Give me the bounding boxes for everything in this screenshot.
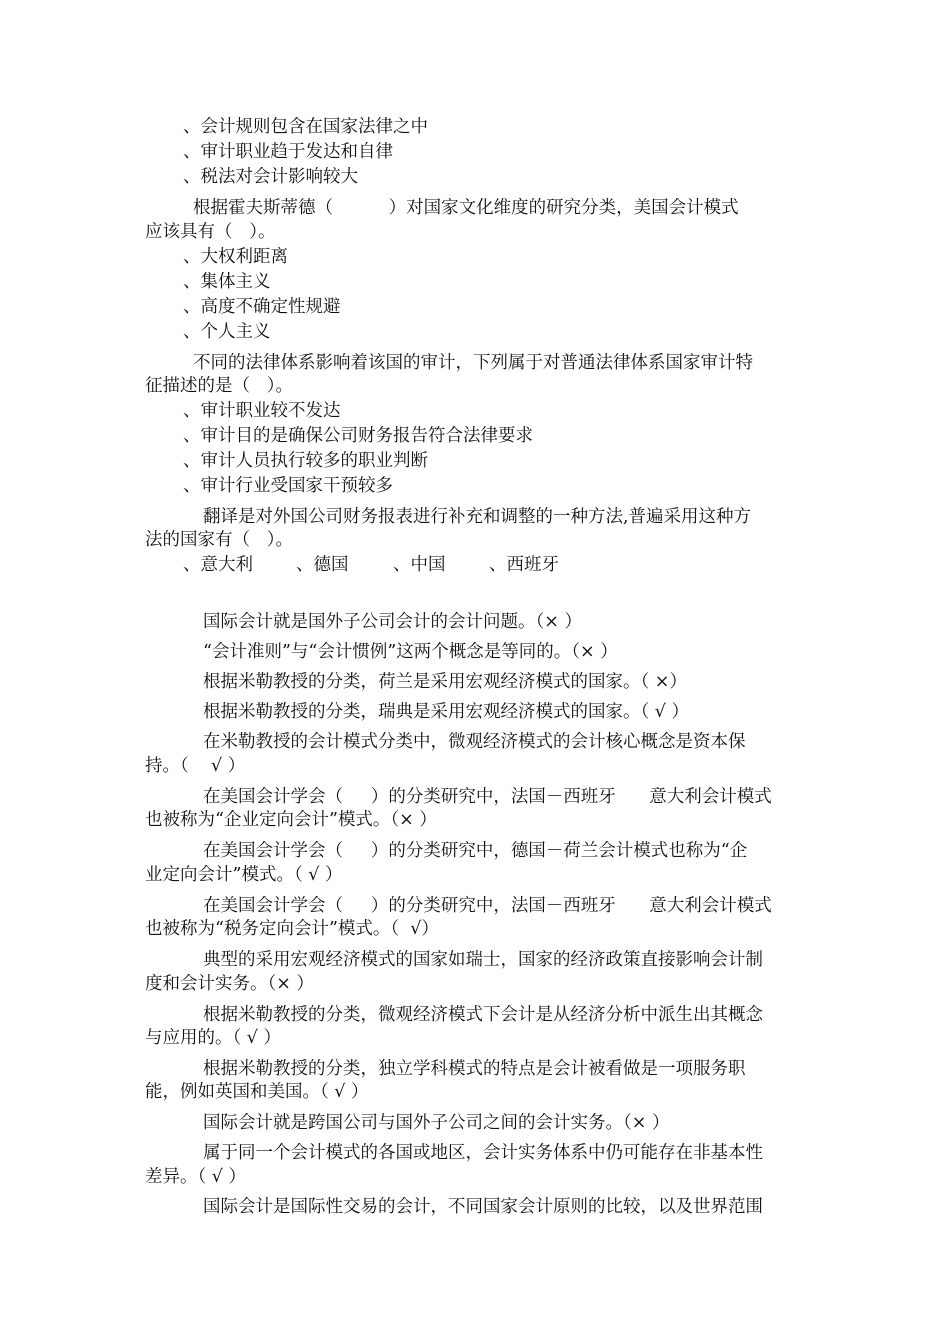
option-line: 、审计行业受国家干预较多 (183, 476, 393, 496)
judgement-line: 也被称为“税务定向会计”模式。（ √） (145, 919, 439, 939)
question-line: 征描述的是（ ）。 (145, 376, 293, 396)
option-line: 、税法对会计影响较大 (183, 167, 358, 187)
option-line: 、审计人员执行较多的职业判断 (183, 451, 428, 471)
option-line: 、西班牙 (489, 555, 559, 575)
judgement-line: 国际会计就是国外子公司会计的会计问题。（× ） (203, 612, 582, 632)
judgement-line: 国际会计就是跨国公司与国外子公司之间的会计实务。（× ） (203, 1113, 670, 1133)
question-line: 翻译是对外国公司财务报表进行补充和调整的一种方法,普遍采用这种方 (203, 507, 752, 527)
judgement-line: 在美国会计学会（ ）的分类研究中，法国－西班牙 意大利会计模式 (203, 787, 772, 807)
option-line: 、大权利距离 (183, 247, 288, 267)
judgement-line: 也被称为“企业定向会计”模式。（× ） (145, 810, 437, 830)
option-line: 、中国 (393, 555, 446, 575)
judgement-line: 能，例如英国和美国。（ √ ） (145, 1082, 369, 1102)
option-line: 、审计目的是确保公司财务报告符合法律要求 (183, 426, 533, 446)
judgement-line: 度和会计实务。（× ） (145, 974, 314, 994)
question-line: 根据霍夫斯蒂德（ ）对国家文化维度的研究分类，美国会计模式 (193, 198, 739, 218)
judgement-line: 属于同一个会计模式的各国或地区，会计实务体系中仍可能存在非基本性 (203, 1143, 763, 1163)
judgement-line: 持。（ √ ） (145, 756, 246, 776)
option-line: 、高度不确定性规避 (183, 297, 341, 317)
judgement-line: 典型的采用宏观经济模式的国家如瑞士，国家的经济政策直接影响会计制 (203, 950, 763, 970)
judgement-line: 在米勒教授的会计模式分类中，微观经济模式的会计核心概念是资本保 (203, 732, 746, 752)
judgement-line: 根据米勒教授的分类，瑞典是采用宏观经济模式的国家。（ √ ） (203, 702, 690, 722)
judgement-line: 与应用的。（ √ ） (145, 1028, 282, 1048)
option-line: 、审计职业较不发达 (183, 401, 341, 421)
judgement-line: 在美国会计学会（ ）的分类研究中，法国－西班牙 意大利会计模式 (203, 896, 772, 916)
question-line: 法的国家有（ ）。 (145, 530, 293, 550)
option-line: 、审计职业趋于发达和自律 (183, 142, 393, 162)
judgement-line: 业定向会计”模式。（ √ ） (145, 865, 343, 885)
question-line: 应该具有（ ）。 (145, 222, 276, 242)
option-line: 、德国 (296, 555, 349, 575)
question-line: 不同的法律体系影响着该国的审计，下列属于对普通法律体系国家审计特 (193, 353, 753, 373)
judgement-line: “会计准则”与“会计惯例”这两个概念是等同的。（× ） (203, 642, 618, 662)
judgement-line: 根据米勒教授的分类，微观经济模式下会计是从经济分析中派生出其概念 (203, 1005, 763, 1025)
judgement-line: 在美国会计学会（ ）的分类研究中，德国－荷兰会计模式也称为“企 (203, 841, 748, 861)
option-line: 、会计规则包含在国家法律之中 (183, 117, 428, 137)
judgement-line: 差异。（ √ ） (145, 1167, 247, 1187)
judgement-line: 根据米勒教授的分类，荷兰是采用宏观经济模式的国家。（ ×） (203, 672, 687, 692)
judgement-line: 根据米勒教授的分类，独立学科模式的特点是会计被看做是一项服务职 (203, 1059, 746, 1079)
option-line: 、集体主义 (183, 272, 271, 292)
option-line: 、个人主义 (183, 322, 271, 342)
option-line: 、意大利 (183, 555, 253, 575)
judgement-line: 国际会计是国际性交易的会计，不同国家会计原则的比较，以及世界范围 (203, 1197, 763, 1217)
